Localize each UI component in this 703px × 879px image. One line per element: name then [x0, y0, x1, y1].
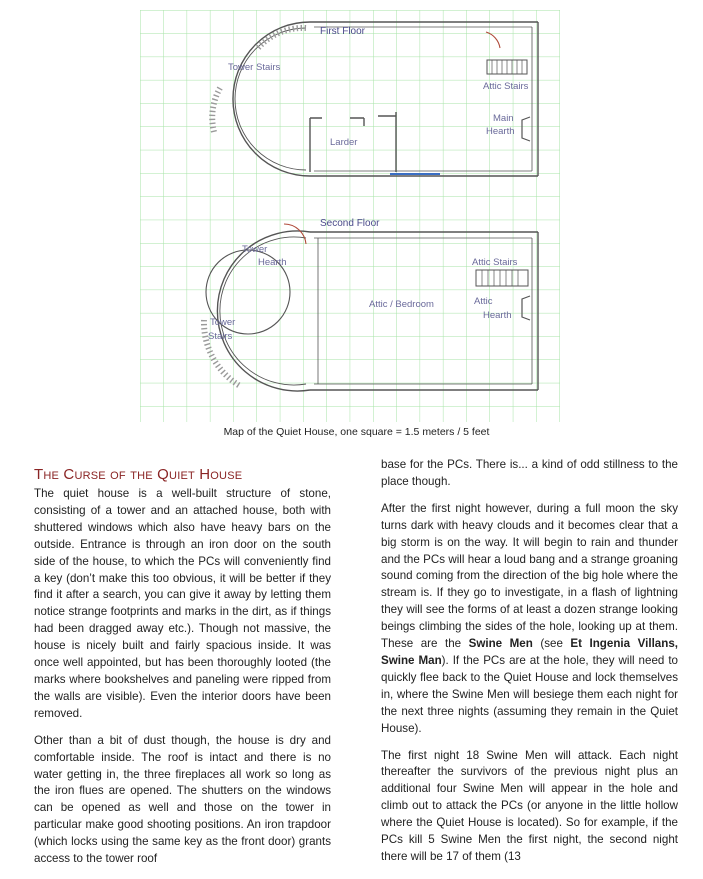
paragraph-house-description: The quiet house is a well-built structure of stone, consisting of a tower and an attached house, both with shuttered windows which also have heavy bars on the outside. Entrance is through an iron door on the south side of the house, to which the PCs will conveniently find a key (don’t make this too obvious, it will be better if they find it after a search, you can give it away by letting them notice strange footprints and marks in the dirt, as if things had been dragged away etc.). Though not massive, the house is nicely built and fairly spacious inside. It was once well appointed, but has been thoroughly looted (the marks where bookshelves and paneling were ripped from the walls are visible). Even the interior doors have been removed.	[34, 487, 331, 720]
label-tower-hearth-2: Hearth	[258, 257, 287, 268]
label-attic-bedroom: Attic / Bedroom	[369, 299, 434, 310]
label-main-hearth-1: Main	[493, 113, 514, 124]
swine-man-reference: Et Ingenia Villans, Swine Man	[381, 637, 678, 667]
left-column	[34, 465, 331, 868]
paragraph-stillness: base for the PCs. There is... a kind of odd stillness to the place though.	[381, 458, 678, 488]
label-tower-stairs-upper: Tower Stairs	[228, 62, 281, 73]
map-caption: Map of the Quiet House, one square = 1.5 meters / 5 feet	[223, 426, 490, 438]
section-title: The Curse of the Quiet House	[34, 466, 243, 483]
label-attic-stairs-upper: Attic Stairs	[483, 81, 529, 92]
label-tower-hearth-1: Tower	[242, 244, 268, 255]
label-attic-hearth-1: Attic	[474, 296, 493, 307]
paragraph-siege: The first night 18 Swine Men will attack. Each night thereafter the survivors of the previous night plus an additional four Swine Men will appear in the hole and climb out to attack the PCs (or anyone in the little hollow where the Quiet House is located). So for example, if the PCs kill 5 Swine Men the first night, the second night there will be 17 of them (13	[381, 748, 678, 863]
swine-men-term: Swine Men	[468, 637, 533, 651]
label-second-floor: Second Floor	[320, 218, 380, 229]
label-attic-hearth-2: Hearth	[483, 310, 512, 321]
label-first-floor: First Floor	[320, 26, 365, 37]
label-attic-stairs-lower: Attic Stairs	[472, 257, 518, 268]
paragraph-storm: After the first night however, during a full moon the sky turns dark with heavy clouds and it becomes clear that a big storm is on the way. It will begin to rain and thunder and the PCs will hear a loud bang and a strange groaning sound coming from the direction of the big hole where the stream is. If they go to investigate, in a flash of lightning they will see the forms of at least a dozen strange looking beings climbing the sides of the hole, looking up at them. These are the Swine Men (see Et Ingenia Villans, Swine Man). If the PCs are at the hole, they will need to quickly flee back to the Quiet House and lock themselves in, where the Swine Men will besiege them each night for the next three nights (assuming they remain in the Quiet House).	[381, 501, 678, 735]
label-larder: Larder	[330, 137, 358, 148]
right-column	[381, 457, 678, 866]
label-tower-stairs-lower-2: Stairs	[208, 331, 233, 342]
label-main-hearth-2: Hearth	[486, 126, 515, 137]
label-tower-stairs-lower-1: Tower	[210, 317, 236, 328]
paragraph-house-interior: Other than a bit of dust though, the house is dry and comfortable inside. The roof is intact and there is no water getting in, the three fireplaces all work so long as the iron flues are opened. The shutters on the windows can be opened as well and those on the tower in particular make good shooting positions. An iron trapdoor (which locks using the same key as the front door) grants access to the tower roof	[34, 733, 331, 866]
